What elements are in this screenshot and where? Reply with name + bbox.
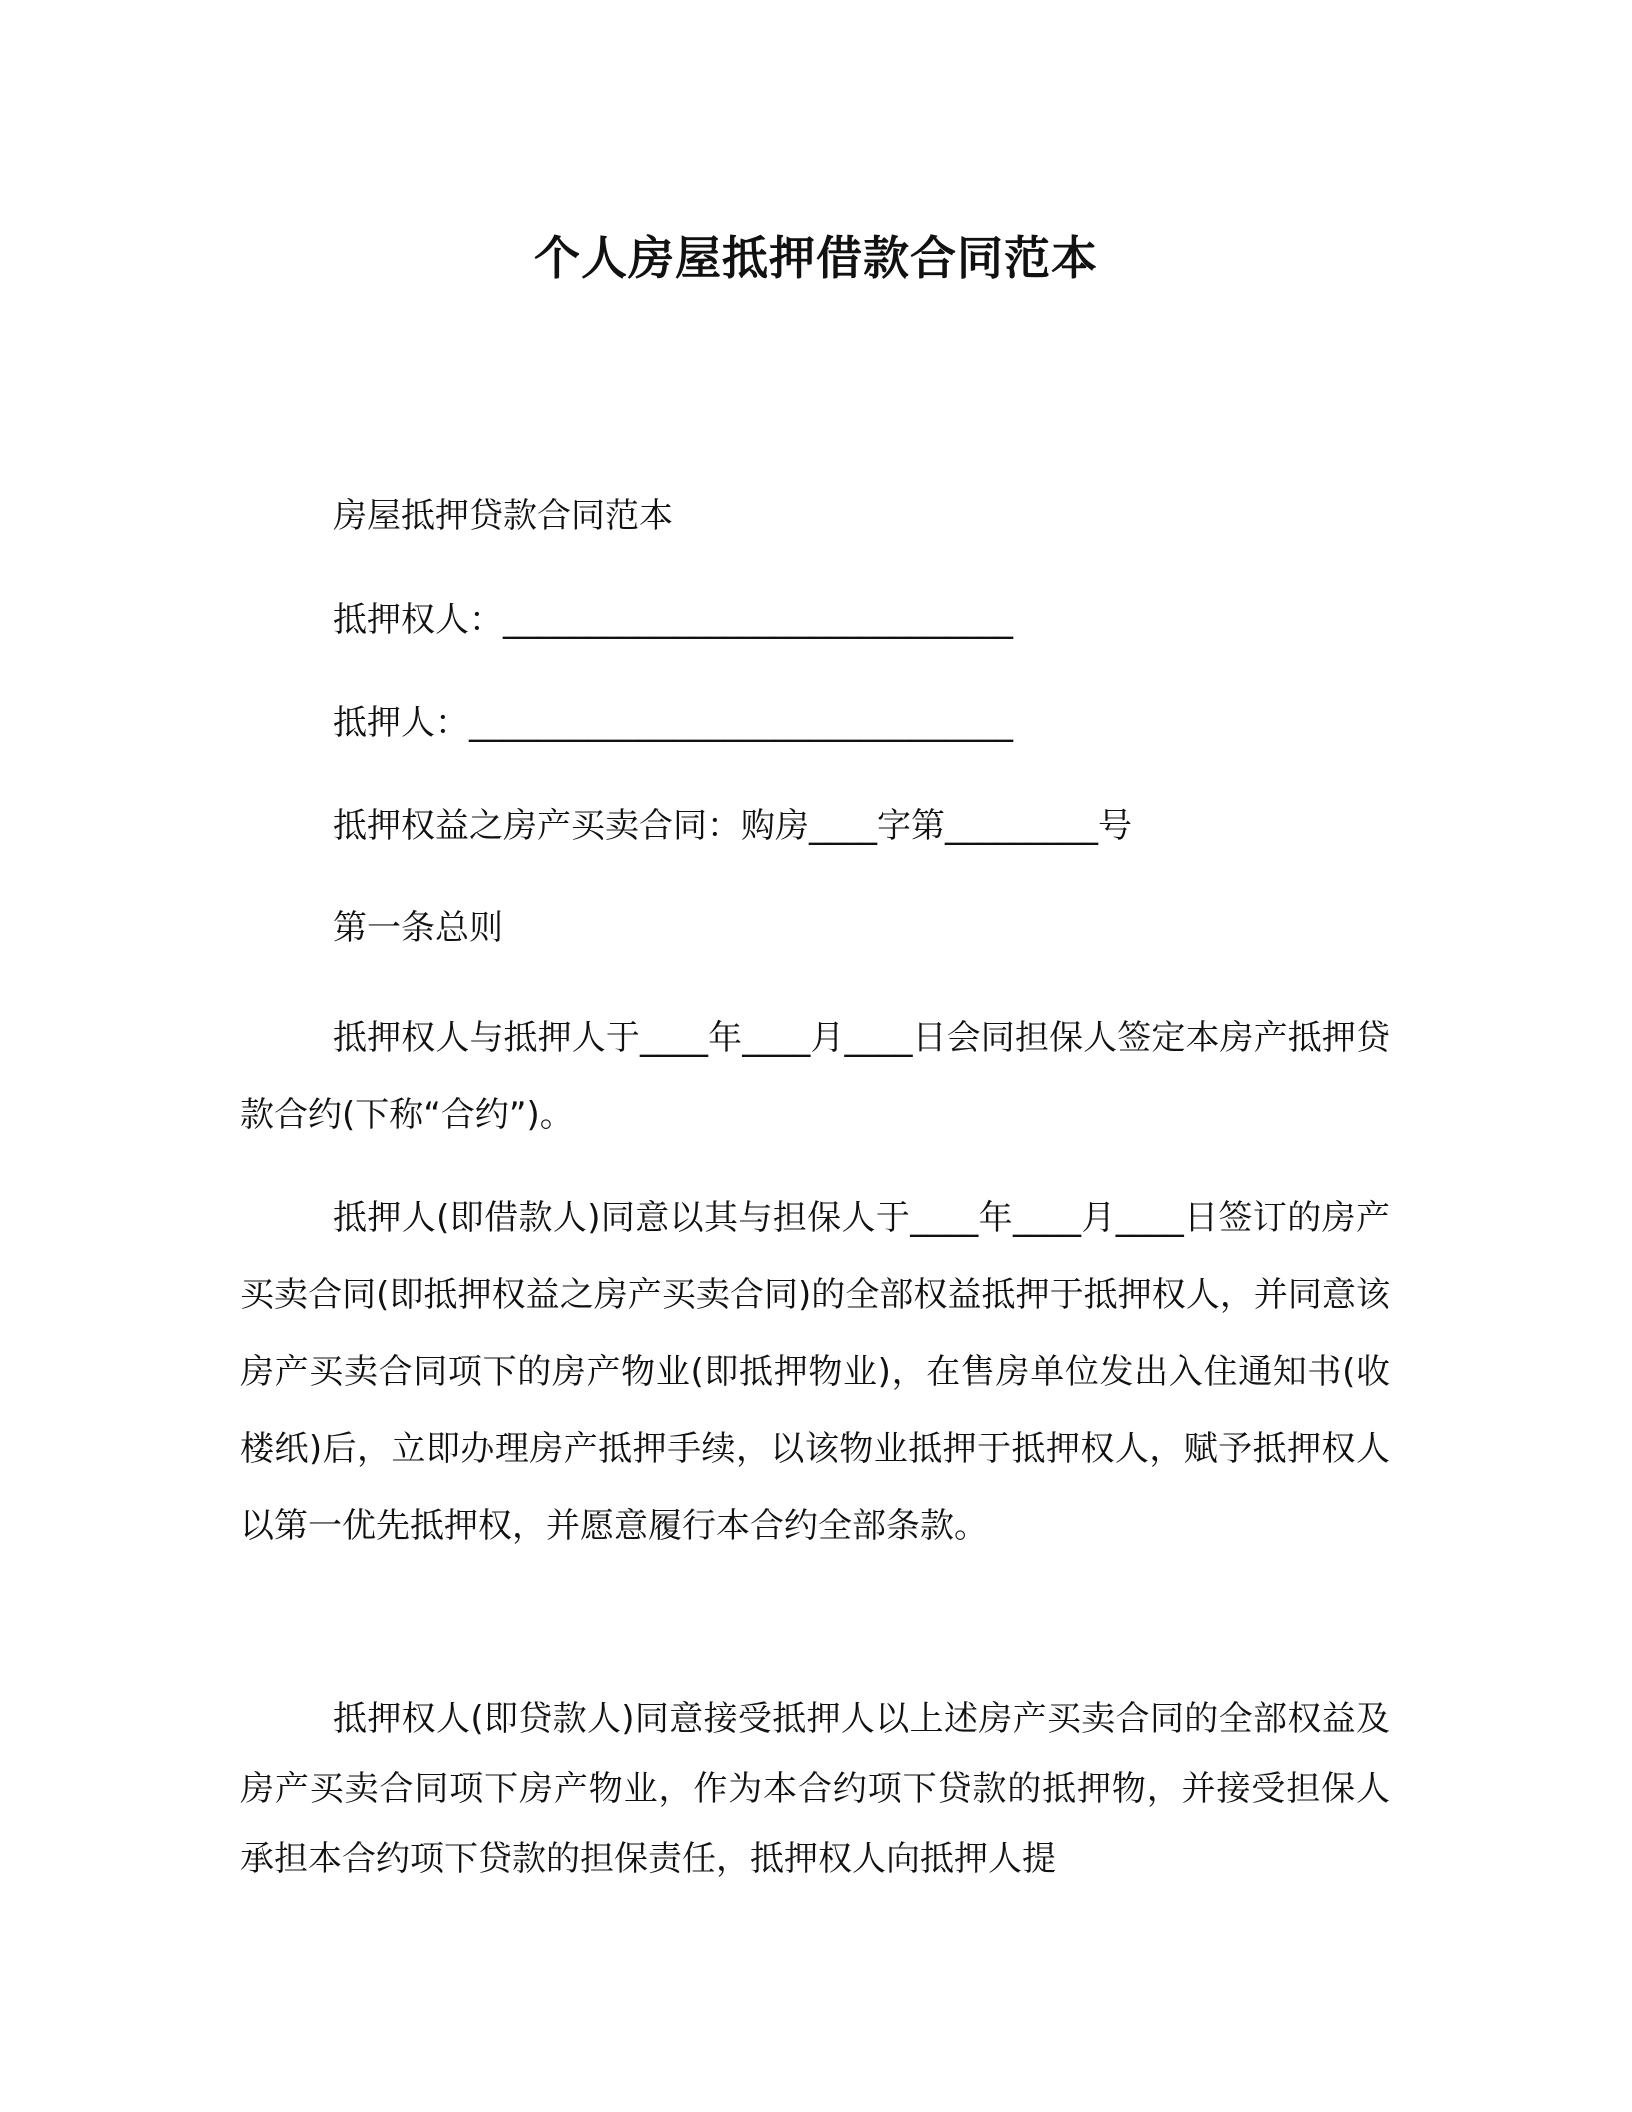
mortgagee-field: 抵押权人：______________________________	[333, 600, 1013, 640]
paragraph-1: 抵押权人与抵押人于____年____月____日会同担保人签定本房产抵押贷款合约(下称“合约”)。	[240, 1018, 1390, 1135]
contract-reference-field: 抵押权益之房产买卖合同：购房____字第_________号	[333, 806, 1132, 846]
paragraph-3: 抵押权人(即贷款人)同意接受抵押人以上述房产买卖合同的全部权益及房产买卖合同项下房产物业，作为本合约项下贷款的抵押物，并接受担保人承担本合约项下贷款的担保责任，抵押权人向抵押人提	[240, 1699, 1390, 1879]
mortgagor-field: 抵押人：________________________________	[333, 703, 1013, 743]
subtitle: 房屋抵押贷款合同范本	[333, 496, 673, 536]
section-heading: 第一条总则	[333, 908, 503, 948]
paragraph-2: 抵押人(即借款人)同意以其与担保人于____年____月____日签订的房产买卖合同(即抵押权益之房产买卖合同)的全部权益抵押于抵押权人，并同意该房产买卖合同项下的房产物业(即抵押物业)，在售房单位发出入住通知书(收楼纸)后，立即办理房产抵押手续，以该物业抵押于抵押权人，赋予抵押权人以第一优先抵押权，并愿意履行本合约全部条款。	[240, 1198, 1390, 1546]
document-title: 个人房屋抵押借款合同范本	[534, 231, 1098, 285]
